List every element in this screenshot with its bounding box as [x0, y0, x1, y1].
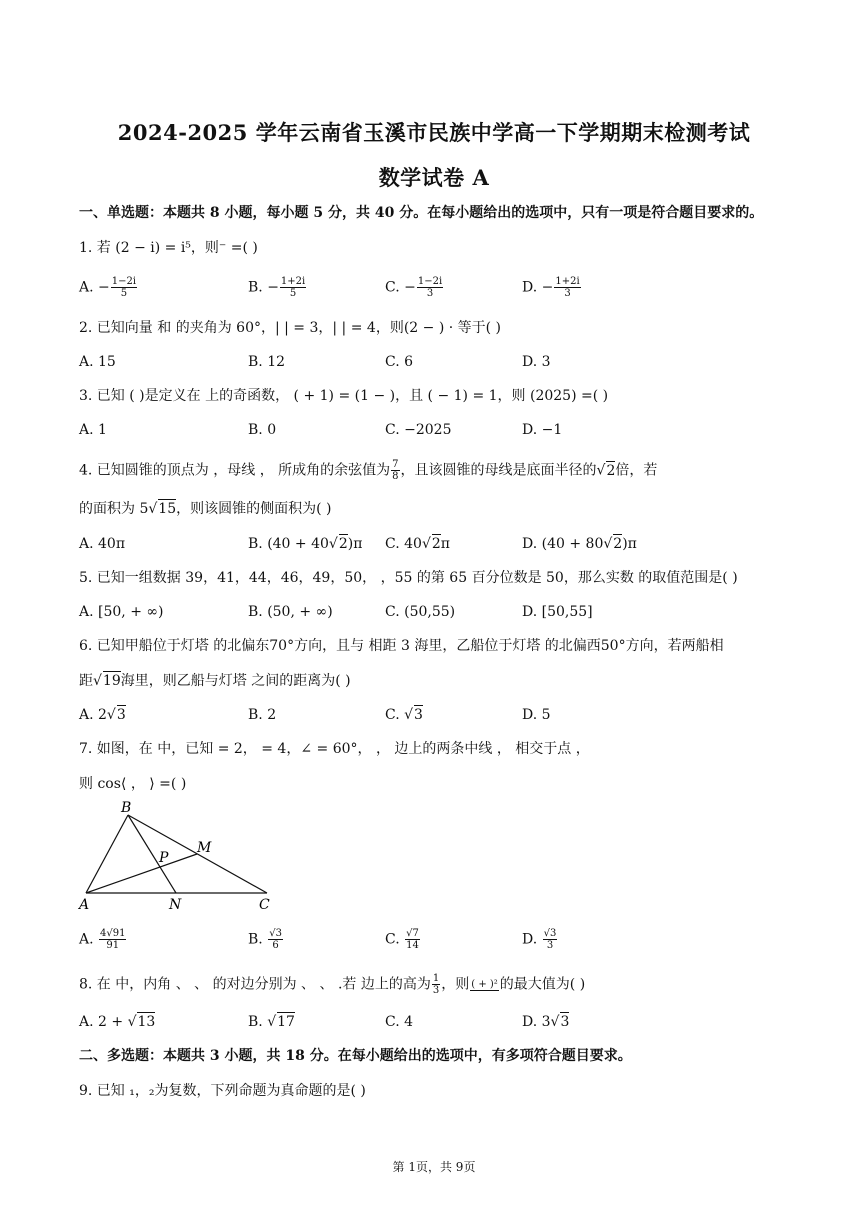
q7-triangle-figure: [75, 798, 285, 913]
page-footer: 第 1页，共 9页: [392, 1160, 476, 1174]
q1-option-b: B. − $\frac{1+2i}{5}$: [248, 276, 306, 299]
q4-option-b: B. (40 + 40√2)π: [248, 536, 363, 552]
label-a: A: [79, 897, 90, 913]
median-bn: [128, 815, 176, 893]
q1-option-d: D. − $\frac{1+2i}{3}$: [522, 276, 580, 299]
q6-stem-line1: 6. 已知甲船位于灯塔 的北偏东70°方向，且与 相距 3 海里，乙船位于灯塔 的北偏西50°方向，若两船相: [79, 638, 724, 654]
section-single-choice-heading: 一、单选题：本题共 8 小题，每小题 5 分，共 40 分。在每小题给出的选项中，只有一项是符合题目要求的。: [79, 205, 764, 221]
q2-option-c: C. 6: [385, 354, 414, 370]
q4-stem-line2: 的面积为 5√15，则该圆锥的侧面积为( ): [79, 501, 332, 517]
median-am: [86, 854, 197, 893]
q7-stem-line1: 7. 如图，在 中，已知 = 2， = 4，∠ = 60°， ， 边上的两条中线 ， 相交于点 ，: [79, 741, 590, 757]
q1-option-a: A. − $\frac{1-2i}{5}$: [79, 276, 137, 299]
q7-option-b: B. $\frac{√3}{6}$: [248, 928, 282, 951]
q4-stem-line1: 4. 已知圆锥的顶点为 ，母线 ， 所成角的余弦值为 $\frac{7}{8}$ ，且该圆锥的母线是底面半径的√2倍，若: [79, 459, 658, 482]
label-n: N: [169, 897, 182, 913]
q7-option-a: A. $\frac{4√91}{91}$: [79, 928, 126, 951]
q7-stem-line2: 则 cos⟨ ， ⟩ =( ): [79, 776, 187, 792]
label-m: M: [197, 840, 212, 856]
q2-option-a: A. 15: [79, 354, 116, 370]
q3-option-d: D. −1: [522, 422, 563, 438]
q2-stem: 2. 已知向量 和 的夹角为 60°，| | = 3，| | = 4，则(2 − ) · 等于( ): [79, 320, 502, 336]
q8-option-a: A. 2 + √13: [79, 1014, 156, 1030]
q5-option-b: B. (50, + ∞): [248, 604, 333, 620]
q8-stem: 8. 在 中，内角 、 、 的对边分别为 、 、 .若 边上的高为 $\frac{1}{3}$ ，则 ( + )² 的最大值为( ): [79, 973, 586, 996]
q3-option-c: C. −2025: [385, 422, 452, 438]
q8-option-b: B. √17: [248, 1014, 295, 1030]
section-multiple-choice-heading: 二、多选题：本题共 3 小题，共 18 分。在每小题给出的选项中，有多项符合题目要求。: [79, 1048, 632, 1064]
q4-option-c: C. 40√2π: [385, 536, 450, 552]
q5-option-c: C. (50,55): [385, 604, 456, 620]
paper-title-line2: 数学试卷 A: [378, 165, 490, 190]
q8-option-d: D. 3√3: [522, 1014, 570, 1030]
paper-title-line1: 2024-2025 学年云南省玉溪市民族中学高一下学期期末检测考试: [117, 120, 751, 145]
q2-option-b: B. 12: [248, 354, 286, 370]
q6-option-c: C. √3: [385, 707, 423, 723]
q9-stem: 9. 已知 ₁，₂为复数，下列命题为真命题的是( ): [79, 1083, 366, 1099]
q3-option-a: A. 1: [79, 422, 107, 438]
q6-option-a: A. 2√3: [79, 707, 126, 723]
q1-option-c: C. − $\frac{1-2i}{3}$: [385, 276, 443, 299]
q5-option-d: D. [50,55]: [522, 604, 593, 620]
q6-option-d: D. 5: [522, 707, 551, 723]
q6-option-b: B. 2: [248, 707, 277, 723]
q8-option-c: C. 4: [385, 1014, 414, 1030]
q3-stem: 3. 已知 ( )是定义在 上的奇函数， ( + 1) = (1 − )，且 ( − 1) = 1，则 (2025) =( ): [79, 388, 609, 404]
q5-option-a: A. [50, + ∞): [79, 604, 164, 620]
q4-option-d: D. (40 + 80√2)π: [522, 536, 637, 552]
label-c: C: [259, 897, 270, 913]
edge-ab: [86, 815, 128, 893]
q1-stem: 1. 若 (2 − i) = i⁵，则⁻ =( ): [79, 240, 258, 256]
label-p: P: [159, 850, 169, 866]
q7-option-d: D. $\frac{√3}{3}$: [522, 928, 557, 951]
label-b: B: [121, 800, 132, 816]
q2-option-d: D. 3: [522, 354, 551, 370]
q5-stem: 5. 已知一组数据 39，41，44，46，49，50， ，55 的第 65 百分位数是 50，那么实数 的取值范围是( ): [79, 570, 738, 586]
q4-option-a: A. 40π: [79, 536, 126, 552]
q7-option-c: C. $\frac{√7}{14}$: [385, 928, 419, 951]
q3-option-b: B. 0: [248, 422, 277, 438]
q6-stem-line2: 距√19海里，则乙船与灯塔 之间的距离为( ): [79, 673, 351, 689]
